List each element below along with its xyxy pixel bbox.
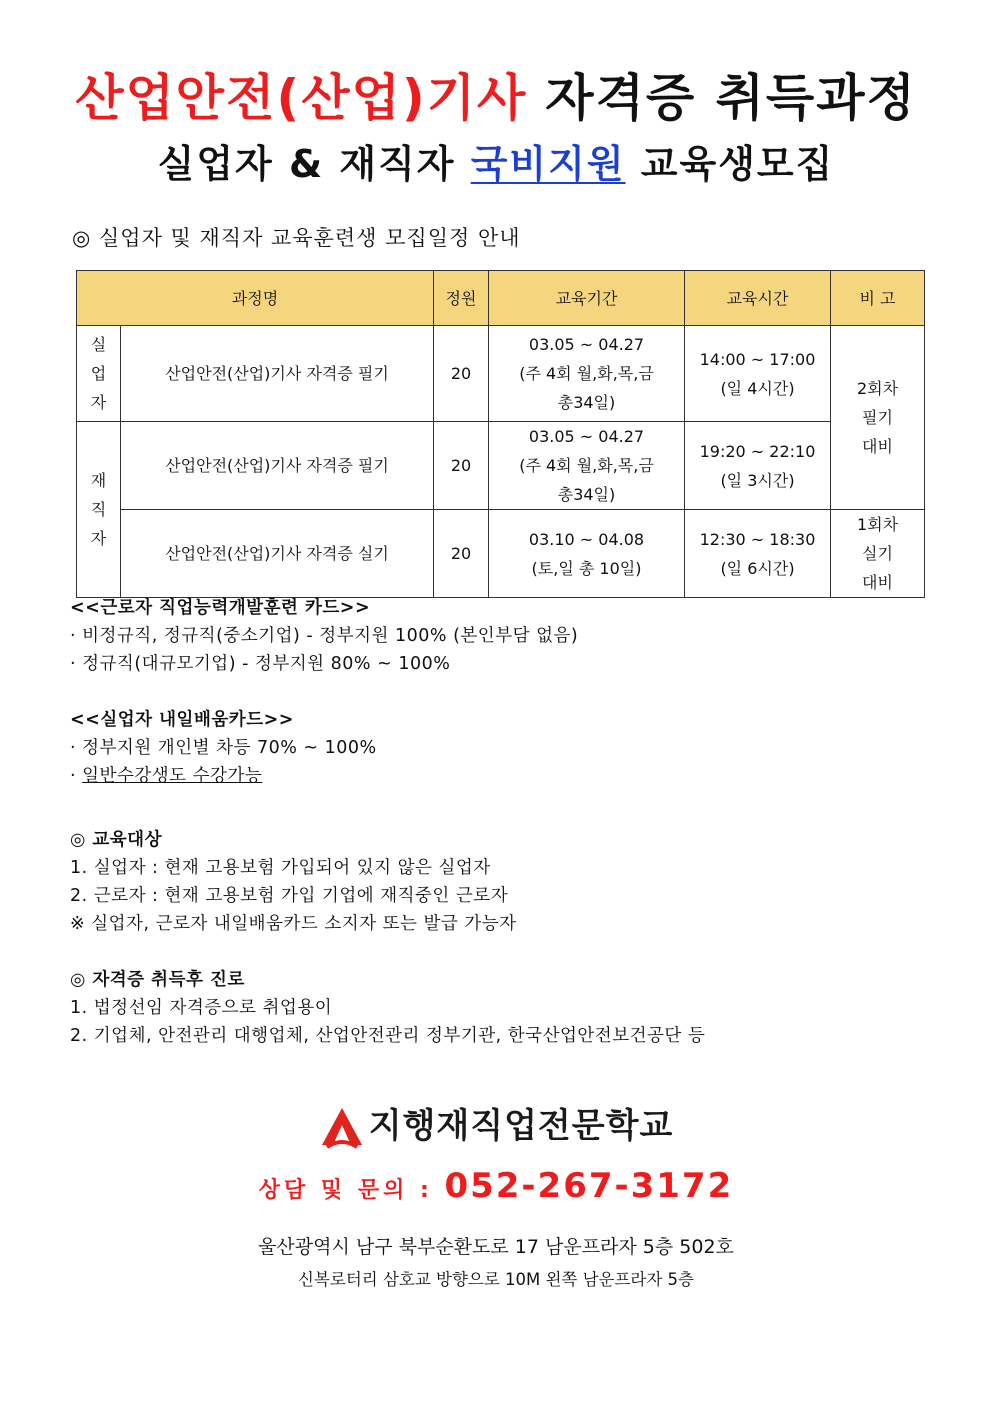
worker-card-title: <<근로자 직업능력개발훈련 카드>>: [70, 598, 371, 618]
unemployed-card-section: [70, 706, 377, 790]
period: 03.10 ~ 04.08 (토,일 총 10일): [489, 510, 685, 598]
header-capacity: 정원: [434, 271, 489, 326]
period: 03.05 ~ 04.27 (주 4회 월,화,목,금 총34일): [489, 422, 685, 510]
target-title: ◎ 교육대상: [70, 830, 162, 850]
course-name: 산업안전(산업)기사 자격증 실기: [121, 510, 434, 598]
worker-card-section: [70, 594, 578, 678]
career-section: [70, 966, 705, 1050]
time: 12:30 ~ 18:30 (일 6시간): [685, 510, 831, 598]
contact-line: [0, 1166, 992, 1206]
time: 19:20 ~ 22:10 (일 3시간): [685, 422, 831, 510]
sub-title: [0, 138, 992, 190]
list-item: · 정부지원 개인별 차등 70% ~ 100%: [70, 738, 377, 758]
capacity: 20: [434, 326, 489, 422]
header-course: 과정명: [77, 271, 434, 326]
subtitle-prefix: 실업자 & 재직자: [157, 142, 471, 186]
capacity: 20: [434, 510, 489, 598]
subtitle-suffix: 교육생모집: [625, 142, 835, 186]
header-period: 교육기간: [489, 271, 685, 326]
title-course-name: 산업안전(산업)기사: [75, 69, 528, 127]
schedule-heading: ◎ 실업자 및 재직자 교육훈련생 모집일정 안내: [72, 226, 521, 250]
main-title: [0, 66, 992, 130]
title-course-type: 자격증 취득과정: [545, 69, 917, 127]
contact-label: 상담 및 문의 :: [258, 1178, 445, 1203]
target-section: [70, 826, 517, 938]
note-practical: 1회차 실기 대비: [831, 510, 925, 598]
table-row: [77, 422, 925, 510]
course-name: 산업안전(산업)기사 자격증 필기: [121, 422, 434, 510]
career-title: ◎ 자격증 취득후 진로: [70, 970, 245, 990]
table-header-row: [77, 271, 925, 326]
note-written: 2회차 필기 대비: [831, 326, 925, 510]
header-time: 교육시간: [685, 271, 831, 326]
target-note: ※ 실업자, 근로자 내일배움카드 소지자 또는 발급 가능자: [70, 914, 517, 934]
list-item: · 비정규직, 정규직(중소기업) - 정부지원 100% (본인부담 없음): [70, 626, 579, 646]
list-item: · 일반수강생도 수강가능: [70, 766, 263, 786]
list-item: 2. 기업체, 안전관리 대행업체, 산업안전관리 정부기관, 한국산업안전보건공단 등: [70, 1026, 706, 1046]
list-item: 1. 법정선임 자격증으로 취업용이: [70, 998, 333, 1018]
list-item: · 정규직(대규모기업) - 정부지원 80% ~ 100%: [70, 654, 451, 674]
school-logo: [0, 1100, 992, 1152]
list-item: 1. 실업자 : 현재 고용보험 가입되어 있지 않은 실업자: [70, 858, 491, 878]
period: 03.05 ~ 04.27 (주 4회 월,화,목,금 총34일): [489, 326, 685, 422]
contact-phone: 052-267-3172: [444, 1166, 734, 1206]
group-unemployed: 실 업 자: [77, 326, 121, 422]
school-name: 지행재직업전문학교: [368, 1106, 674, 1146]
table-row: [77, 510, 925, 598]
general-student-note: 일반수강생도 수강가능: [82, 766, 263, 786]
address: 울산광역시 남구 북부순환도로 17 남운프라자 5층 502호: [258, 1236, 734, 1258]
table-row: [77, 326, 925, 422]
schedule-table: [76, 270, 925, 598]
course-name: 산업안전(산업)기사 자격증 필기: [121, 326, 434, 422]
unemployed-card-title: <<실업자 내일배움카드>>: [70, 710, 294, 730]
header-note: 비 고: [831, 271, 925, 326]
subtitle-national-support: 국비지원: [470, 142, 626, 186]
capacity: 20: [434, 422, 489, 510]
list-item: 2. 근로자 : 현재 고용보험 가입 기업에 재직중인 근로자: [70, 886, 509, 906]
directions: 신복로터리 삼호교 방향으로 10M 왼쪽 남운프라자 5층: [298, 1270, 694, 1289]
group-employed: 재 직 자: [77, 422, 121, 598]
school-emblem-icon: [319, 1105, 365, 1151]
time: 14:00 ~ 17:00 (일 4시간): [685, 326, 831, 422]
